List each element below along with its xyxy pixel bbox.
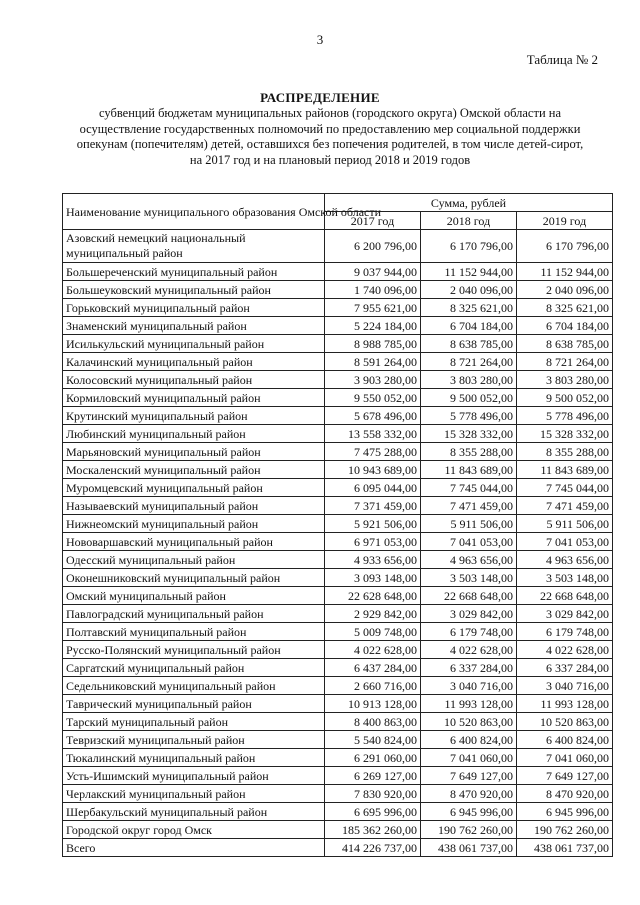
table-row bbox=[63, 533, 613, 551]
table-row bbox=[63, 569, 613, 587]
amount-2019-cell: 438 061 737,00 bbox=[517, 839, 613, 857]
amount-2018-cell: 438 061 737,00 bbox=[421, 839, 517, 857]
amount-2017-cell: 8 400 863,00 bbox=[325, 713, 421, 731]
amount-2018-cell: 3 040 716,00 bbox=[421, 677, 517, 695]
amount-2019-cell: 5 911 506,00 bbox=[517, 515, 613, 533]
amount-2019-cell: 3 803 280,00 bbox=[517, 371, 613, 389]
amount-2018-cell: 6 400 824,00 bbox=[421, 731, 517, 749]
amount-2019-cell: 8 638 785,00 bbox=[517, 335, 613, 353]
amount-2017-cell: 6 095 044,00 bbox=[325, 479, 421, 497]
table-row bbox=[63, 749, 613, 767]
table-row bbox=[63, 497, 613, 515]
district-name-cell: Всего bbox=[63, 839, 325, 857]
table-row bbox=[63, 785, 613, 803]
amount-2018-cell: 6 945 996,00 bbox=[421, 803, 517, 821]
table-row bbox=[63, 803, 613, 821]
district-name-cell: Любинский муниципальный район bbox=[63, 425, 325, 443]
district-name-cell: Оконешниковский муниципальный район bbox=[63, 569, 325, 587]
district-name-cell: Крутинский муниципальный район bbox=[63, 407, 325, 425]
column-header-sum: Сумма, рублей bbox=[325, 194, 613, 212]
district-name-cell: Москаленский муниципальный район bbox=[63, 461, 325, 479]
distribution-table bbox=[62, 193, 613, 857]
amount-2018-cell: 9 500 052,00 bbox=[421, 389, 517, 407]
district-name-cell: Тарский муниципальный район bbox=[63, 713, 325, 731]
column-header-2017: 2017 год bbox=[325, 212, 421, 230]
district-name-cell: Называевский муниципальный район bbox=[63, 497, 325, 515]
district-name-cell: Полтавский муниципальный район bbox=[63, 623, 325, 641]
amount-2019-cell: 7 041 060,00 bbox=[517, 749, 613, 767]
table-row bbox=[63, 677, 613, 695]
amount-2017-cell: 6 269 127,00 bbox=[325, 767, 421, 785]
amount-2019-cell: 7 745 044,00 bbox=[517, 479, 613, 497]
district-name-cell: Одесский муниципальный район bbox=[63, 551, 325, 569]
column-header-2019: 2019 год bbox=[517, 212, 613, 230]
amount-2018-cell: 2 040 096,00 bbox=[421, 281, 517, 299]
amount-2018-cell: 8 721 264,00 bbox=[421, 353, 517, 371]
district-name-cell: Павлоградский муниципальный район bbox=[63, 605, 325, 623]
table-row bbox=[63, 695, 613, 713]
amount-2018-cell: 4 022 628,00 bbox=[421, 641, 517, 659]
column-header-name: Наименование муниципального образования Омской области bbox=[63, 194, 325, 230]
amount-2019-cell: 9 500 052,00 bbox=[517, 389, 613, 407]
amount-2018-cell: 7 649 127,00 bbox=[421, 767, 517, 785]
table-row bbox=[63, 299, 613, 317]
district-name-cell: Большеуковский муниципальный район bbox=[63, 281, 325, 299]
amount-2017-cell: 185 362 260,00 bbox=[325, 821, 421, 839]
amount-2019-cell: 6 170 796,00 bbox=[517, 230, 613, 263]
amount-2018-cell: 7 745 044,00 bbox=[421, 479, 517, 497]
page-number: 3 bbox=[316, 32, 324, 47]
amount-2019-cell: 8 470 920,00 bbox=[517, 785, 613, 803]
amount-2017-cell: 6 291 060,00 bbox=[325, 749, 421, 767]
amount-2019-cell: 3 040 716,00 bbox=[517, 677, 613, 695]
amount-2019-cell: 4 022 628,00 bbox=[517, 641, 613, 659]
amount-2018-cell: 7 041 053,00 bbox=[421, 533, 517, 551]
amount-2019-cell: 8 325 621,00 bbox=[517, 299, 613, 317]
district-name-cell: Седельниковский муниципальный район bbox=[63, 677, 325, 695]
amount-2019-cell: 8 721 264,00 bbox=[517, 353, 613, 371]
amount-2019-cell: 11 152 944,00 bbox=[517, 263, 613, 281]
district-name-cell: Нижнеомский муниципальный район bbox=[63, 515, 325, 533]
table-row bbox=[63, 317, 613, 335]
amount-2019-cell: 190 762 260,00 bbox=[517, 821, 613, 839]
table-row bbox=[63, 461, 613, 479]
amount-2017-cell: 22 628 648,00 bbox=[325, 587, 421, 605]
amount-2017-cell: 3 903 280,00 bbox=[325, 371, 421, 389]
district-name-cell: Калачинский муниципальный район bbox=[63, 353, 325, 371]
amount-2017-cell: 414 226 737,00 bbox=[325, 839, 421, 857]
amount-2018-cell: 6 337 284,00 bbox=[421, 659, 517, 677]
table-row bbox=[63, 353, 613, 371]
table-row bbox=[63, 623, 613, 641]
amount-2019-cell: 7 041 053,00 bbox=[517, 533, 613, 551]
district-name-cell: Саргатский муниципальный район bbox=[63, 659, 325, 677]
amount-2018-cell: 11 843 689,00 bbox=[421, 461, 517, 479]
amount-2017-cell: 7 475 288,00 bbox=[325, 443, 421, 461]
district-name-cell: Азовский немецкий национальный муниципальный район bbox=[63, 230, 325, 263]
table-row bbox=[63, 479, 613, 497]
table-row bbox=[63, 659, 613, 677]
amount-2017-cell: 5 009 748,00 bbox=[325, 623, 421, 641]
amount-2017-cell: 6 971 053,00 bbox=[325, 533, 421, 551]
amount-2017-cell: 7 955 621,00 bbox=[325, 299, 421, 317]
amount-2019-cell: 6 400 824,00 bbox=[517, 731, 613, 749]
amount-2018-cell: 8 470 920,00 bbox=[421, 785, 517, 803]
amount-2017-cell: 3 093 148,00 bbox=[325, 569, 421, 587]
amount-2017-cell: 9 037 944,00 bbox=[325, 263, 421, 281]
table-row bbox=[63, 230, 613, 263]
amount-2019-cell: 3 029 842,00 bbox=[517, 605, 613, 623]
amount-2017-cell: 8 591 264,00 bbox=[325, 353, 421, 371]
amount-2017-cell: 5 921 506,00 bbox=[325, 515, 421, 533]
district-name-cell: Тюкалинский муниципальный район bbox=[63, 749, 325, 767]
amount-2018-cell: 6 704 184,00 bbox=[421, 317, 517, 335]
table-row bbox=[63, 713, 613, 731]
amount-2019-cell: 2 040 096,00 bbox=[517, 281, 613, 299]
amount-2017-cell: 1 740 096,00 bbox=[325, 281, 421, 299]
amount-2018-cell: 4 963 656,00 bbox=[421, 551, 517, 569]
amount-2017-cell: 13 558 332,00 bbox=[325, 425, 421, 443]
amount-2017-cell: 10 913 128,00 bbox=[325, 695, 421, 713]
amount-2019-cell: 11 843 689,00 bbox=[517, 461, 613, 479]
district-name-cell: Усть-Ишимский муниципальный район bbox=[63, 767, 325, 785]
amount-2017-cell: 5 678 496,00 bbox=[325, 407, 421, 425]
table-body bbox=[63, 230, 613, 857]
amount-2018-cell: 3 029 842,00 bbox=[421, 605, 517, 623]
amount-2018-cell: 8 355 288,00 bbox=[421, 443, 517, 461]
amount-2018-cell: 6 170 796,00 bbox=[421, 230, 517, 263]
district-name-cell: Омский муниципальный район bbox=[63, 587, 325, 605]
amount-2019-cell: 6 179 748,00 bbox=[517, 623, 613, 641]
amount-2018-cell: 5 911 506,00 bbox=[421, 515, 517, 533]
table-row bbox=[63, 389, 613, 407]
amount-2019-cell: 4 963 656,00 bbox=[517, 551, 613, 569]
amount-2019-cell: 11 993 128,00 bbox=[517, 695, 613, 713]
amount-2017-cell: 9 550 052,00 bbox=[325, 389, 421, 407]
table-label: Таблица № 2 bbox=[526, 52, 598, 67]
district-name-cell: Тевризский муниципальный район bbox=[63, 731, 325, 749]
table-row bbox=[63, 641, 613, 659]
amount-2019-cell: 6 704 184,00 bbox=[517, 317, 613, 335]
amount-2019-cell: 22 668 648,00 bbox=[517, 587, 613, 605]
table-row bbox=[63, 515, 613, 533]
amount-2017-cell: 7 830 920,00 bbox=[325, 785, 421, 803]
amount-2017-cell: 5 540 824,00 bbox=[325, 731, 421, 749]
amount-2017-cell: 6 200 796,00 bbox=[325, 230, 421, 263]
amount-2018-cell: 10 520 863,00 bbox=[421, 713, 517, 731]
amount-2018-cell: 7 041 060,00 bbox=[421, 749, 517, 767]
amount-2018-cell: 5 778 496,00 bbox=[421, 407, 517, 425]
table-row bbox=[63, 587, 613, 605]
amount-2017-cell: 5 224 184,00 bbox=[325, 317, 421, 335]
district-name-cell: Колосовский муниципальный район bbox=[63, 371, 325, 389]
amount-2017-cell: 7 371 459,00 bbox=[325, 497, 421, 515]
table-row bbox=[63, 767, 613, 785]
amount-2017-cell: 6 437 284,00 bbox=[325, 659, 421, 677]
amount-2018-cell: 11 993 128,00 bbox=[421, 695, 517, 713]
district-name-cell: Большереченский муниципальный район bbox=[63, 263, 325, 281]
amount-2018-cell: 15 328 332,00 bbox=[421, 425, 517, 443]
amount-2019-cell: 8 355 288,00 bbox=[517, 443, 613, 461]
amount-2019-cell: 10 520 863,00 bbox=[517, 713, 613, 731]
column-header-2018: 2018 год bbox=[421, 212, 517, 230]
table-row bbox=[63, 839, 613, 857]
district-name-cell: Муромцевский муниципальный район bbox=[63, 479, 325, 497]
district-name-cell: Таврический муниципальный район bbox=[63, 695, 325, 713]
amount-2019-cell: 5 778 496,00 bbox=[517, 407, 613, 425]
amount-2019-cell: 15 328 332,00 bbox=[517, 425, 613, 443]
amount-2018-cell: 11 152 944,00 bbox=[421, 263, 517, 281]
table-row bbox=[63, 731, 613, 749]
table-row bbox=[63, 281, 613, 299]
amount-2019-cell: 6 337 284,00 bbox=[517, 659, 613, 677]
amount-2019-cell: 7 649 127,00 bbox=[517, 767, 613, 785]
district-name-cell: Кормиловский муниципальный район bbox=[63, 389, 325, 407]
amount-2017-cell: 4 933 656,00 bbox=[325, 551, 421, 569]
district-name-cell: Русско-Полянский муниципальный район bbox=[63, 641, 325, 659]
amount-2017-cell: 6 695 996,00 bbox=[325, 803, 421, 821]
table-row bbox=[63, 821, 613, 839]
amount-2019-cell: 6 945 996,00 bbox=[517, 803, 613, 821]
amount-2019-cell: 7 471 459,00 bbox=[517, 497, 613, 515]
table-row bbox=[63, 551, 613, 569]
amount-2018-cell: 8 325 621,00 bbox=[421, 299, 517, 317]
district-name-cell: Знаменский муниципальный район bbox=[63, 317, 325, 335]
table-row bbox=[63, 443, 613, 461]
district-name-cell: Черлакский муниципальный район bbox=[63, 785, 325, 803]
district-name-cell: Городской округ город Омск bbox=[63, 821, 325, 839]
amount-2018-cell: 22 668 648,00 bbox=[421, 587, 517, 605]
amount-2018-cell: 7 471 459,00 bbox=[421, 497, 517, 515]
table-row bbox=[63, 605, 613, 623]
district-name-cell: Нововаршавский муниципальный район bbox=[63, 533, 325, 551]
amount-2018-cell: 190 762 260,00 bbox=[421, 821, 517, 839]
amount-2017-cell: 4 022 628,00 bbox=[325, 641, 421, 659]
amount-2018-cell: 8 638 785,00 bbox=[421, 335, 517, 353]
amount-2018-cell: 3 803 280,00 bbox=[421, 371, 517, 389]
table-row bbox=[63, 263, 613, 281]
document-subtitle: субвенций бюджетам муниципальных районов (городского округа) Омской области на осуществление государственных полномочий по предоставлению мер социальной поддержки опекунам (попечителям) детей, оставшихся без попечения родителей, в том числе детей-сирот, на 2017 год и на плановый период 2018 и 2019 годов bbox=[76, 106, 584, 167]
table-row bbox=[63, 425, 613, 443]
district-name-cell: Исилькульский муниципальный район bbox=[63, 335, 325, 353]
district-name-cell: Шербакульский муниципальный район bbox=[63, 803, 325, 821]
table-row bbox=[63, 407, 613, 425]
amount-2017-cell: 10 943 689,00 bbox=[325, 461, 421, 479]
table-row bbox=[63, 371, 613, 389]
table-row bbox=[63, 335, 613, 353]
amount-2017-cell: 8 988 785,00 bbox=[325, 335, 421, 353]
document-title: РАСПРЕДЕЛЕНИЕ bbox=[260, 90, 380, 105]
amount-2017-cell: 2 660 716,00 bbox=[325, 677, 421, 695]
district-name-cell: Марьяновский муниципальный район bbox=[63, 443, 325, 461]
amount-2018-cell: 6 179 748,00 bbox=[421, 623, 517, 641]
amount-2018-cell: 3 503 148,00 bbox=[421, 569, 517, 587]
district-name-cell: Горьковский муниципальный район bbox=[63, 299, 325, 317]
amount-2017-cell: 2 929 842,00 bbox=[325, 605, 421, 623]
amount-2019-cell: 3 503 148,00 bbox=[517, 569, 613, 587]
